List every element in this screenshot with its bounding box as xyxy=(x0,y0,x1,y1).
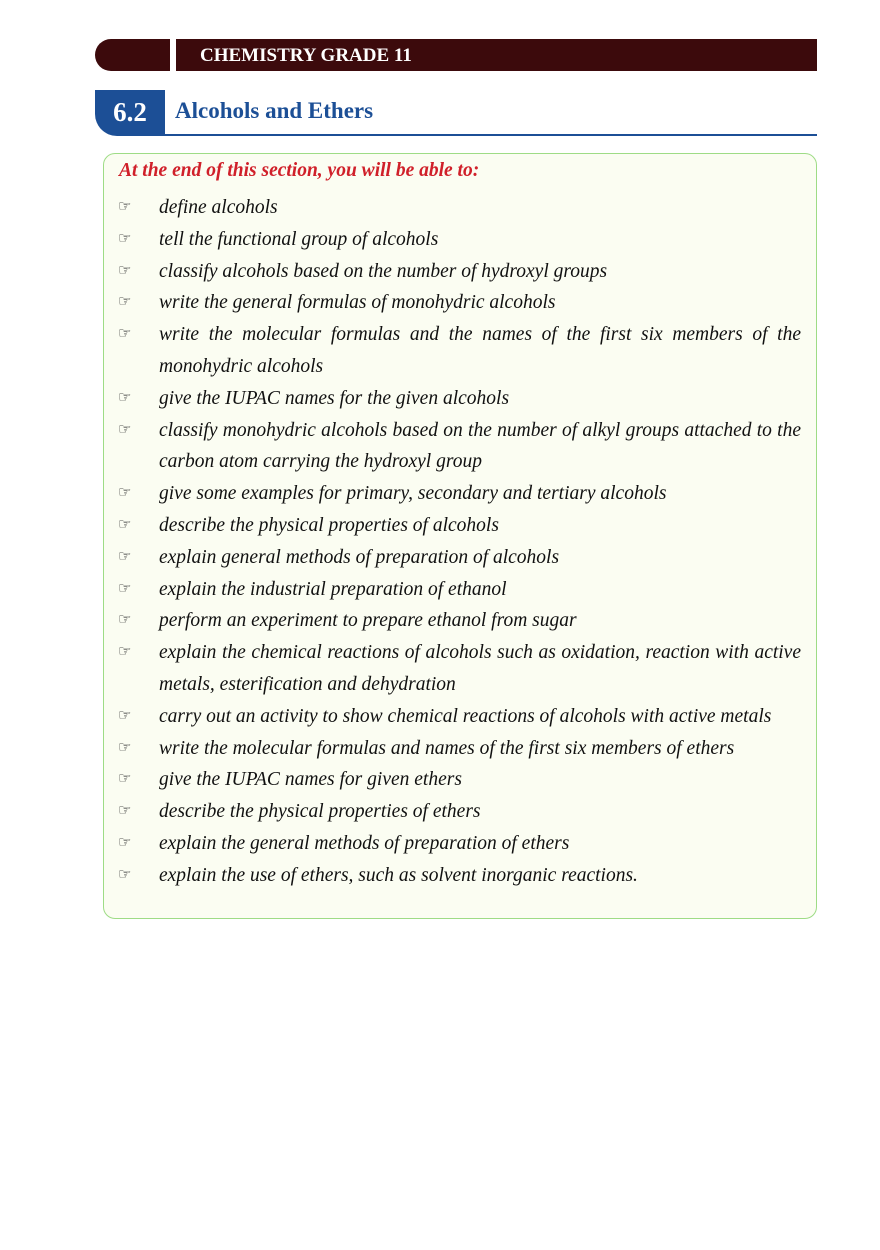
section-divider xyxy=(165,134,817,136)
objective-item xyxy=(104,828,816,860)
objective-item xyxy=(104,701,816,733)
pointing-hand-icon: ☞ xyxy=(118,230,132,247)
objective-text: write the general formulas of monohydric alcohols xyxy=(159,292,556,314)
pointing-hand-icon: ☞ xyxy=(118,421,132,438)
pointing-hand-icon: ☞ xyxy=(118,580,132,597)
objective-item xyxy=(104,574,816,606)
pointing-hand-icon: ☞ xyxy=(118,485,132,502)
objective-item xyxy=(104,605,816,637)
objective-item xyxy=(104,637,816,701)
objective-text: explain the chemical reactions of alcohols such as oxidation, reaction with active metals, esterification and dehydration xyxy=(159,642,801,695)
objective-text: give the IUPAC names for given ethers xyxy=(159,769,462,791)
objective-text: define alcohols xyxy=(159,197,278,218)
objective-item xyxy=(104,287,816,319)
pointing-hand-icon: ☞ xyxy=(118,262,132,279)
pointing-hand-icon: ☞ xyxy=(118,389,132,406)
objective-item xyxy=(104,319,816,383)
objective-item xyxy=(104,415,816,479)
pointing-hand-icon: ☞ xyxy=(118,771,132,788)
objective-item xyxy=(104,510,816,542)
objective-text: tell the functional group of alcohols xyxy=(159,228,439,250)
objective-text: write the molecular formulas and names of the first six members of ethers xyxy=(159,737,735,759)
objective-text: classify monohydric alcohols based on the number of alkyl groups attached to the carbon atom carrying the hydroxyl group xyxy=(159,419,801,473)
objective-item xyxy=(104,383,816,415)
objective-item xyxy=(104,224,816,256)
pointing-hand-icon: ☞ xyxy=(118,326,132,343)
objective-text: explain general methods of preparation of alcohols xyxy=(159,546,560,568)
objective-text: write the molecular formulas and the names of the first six members of the monohydric alcohols xyxy=(159,324,801,377)
pointing-hand-icon: ☞ xyxy=(118,866,132,883)
objective-text: explain the general methods of preparation of ethers xyxy=(159,832,570,854)
objectives-intro: At the end of this section, you will be able to: xyxy=(119,160,480,181)
objective-text: give some examples for primary, secondary and tertiary alcohols xyxy=(159,483,667,505)
objectives-list xyxy=(104,192,816,892)
objective-text: explain the use of ethers, such as solvent inorganic reactions. xyxy=(159,864,638,886)
pointing-hand-icon: ☞ xyxy=(118,294,132,311)
section-number: 6.2 xyxy=(95,90,165,136)
pointing-hand-icon: ☞ xyxy=(118,834,132,851)
objective-text: classify alcohols based on the number of hydroxyl groups xyxy=(159,260,608,282)
header-bar xyxy=(176,39,817,71)
header-bar-left xyxy=(95,39,170,71)
pointing-hand-icon: ☞ xyxy=(118,739,132,756)
pointing-hand-icon: ☞ xyxy=(118,516,132,533)
objective-item xyxy=(104,478,816,510)
objective-item xyxy=(104,733,816,765)
pointing-hand-icon: ☞ xyxy=(118,644,132,661)
section-title: Alcohols and Ethers xyxy=(175,98,374,123)
pointing-hand-icon: ☞ xyxy=(118,803,132,820)
objective-item xyxy=(104,860,816,892)
objective-text: perform an experiment to prepare ethanol from sugar xyxy=(159,610,577,632)
header-title: CHEMISTRY GRADE 11 xyxy=(200,45,412,66)
pointing-hand-icon: ☞ xyxy=(118,199,132,215)
objective-item xyxy=(104,542,816,574)
pointing-hand-icon: ☞ xyxy=(118,707,132,724)
pointing-hand-icon: ☞ xyxy=(118,612,132,629)
objective-text: give the IUPAC names for the given alcohols xyxy=(159,387,510,409)
objectives-box xyxy=(103,153,817,919)
objective-text: explain the industrial preparation of ethanol xyxy=(159,578,507,600)
objective-text: describe the physical properties of alcohols xyxy=(159,514,499,536)
objective-text: carry out an activity to show chemical reactions of alcohols with active metals xyxy=(159,705,772,727)
objective-text: describe the physical properties of ethers xyxy=(159,801,481,823)
objective-item xyxy=(104,764,816,796)
pointing-hand-icon: ☞ xyxy=(118,548,132,565)
objective-item xyxy=(104,192,816,224)
objective-item xyxy=(104,796,816,828)
objective-item xyxy=(104,256,816,288)
